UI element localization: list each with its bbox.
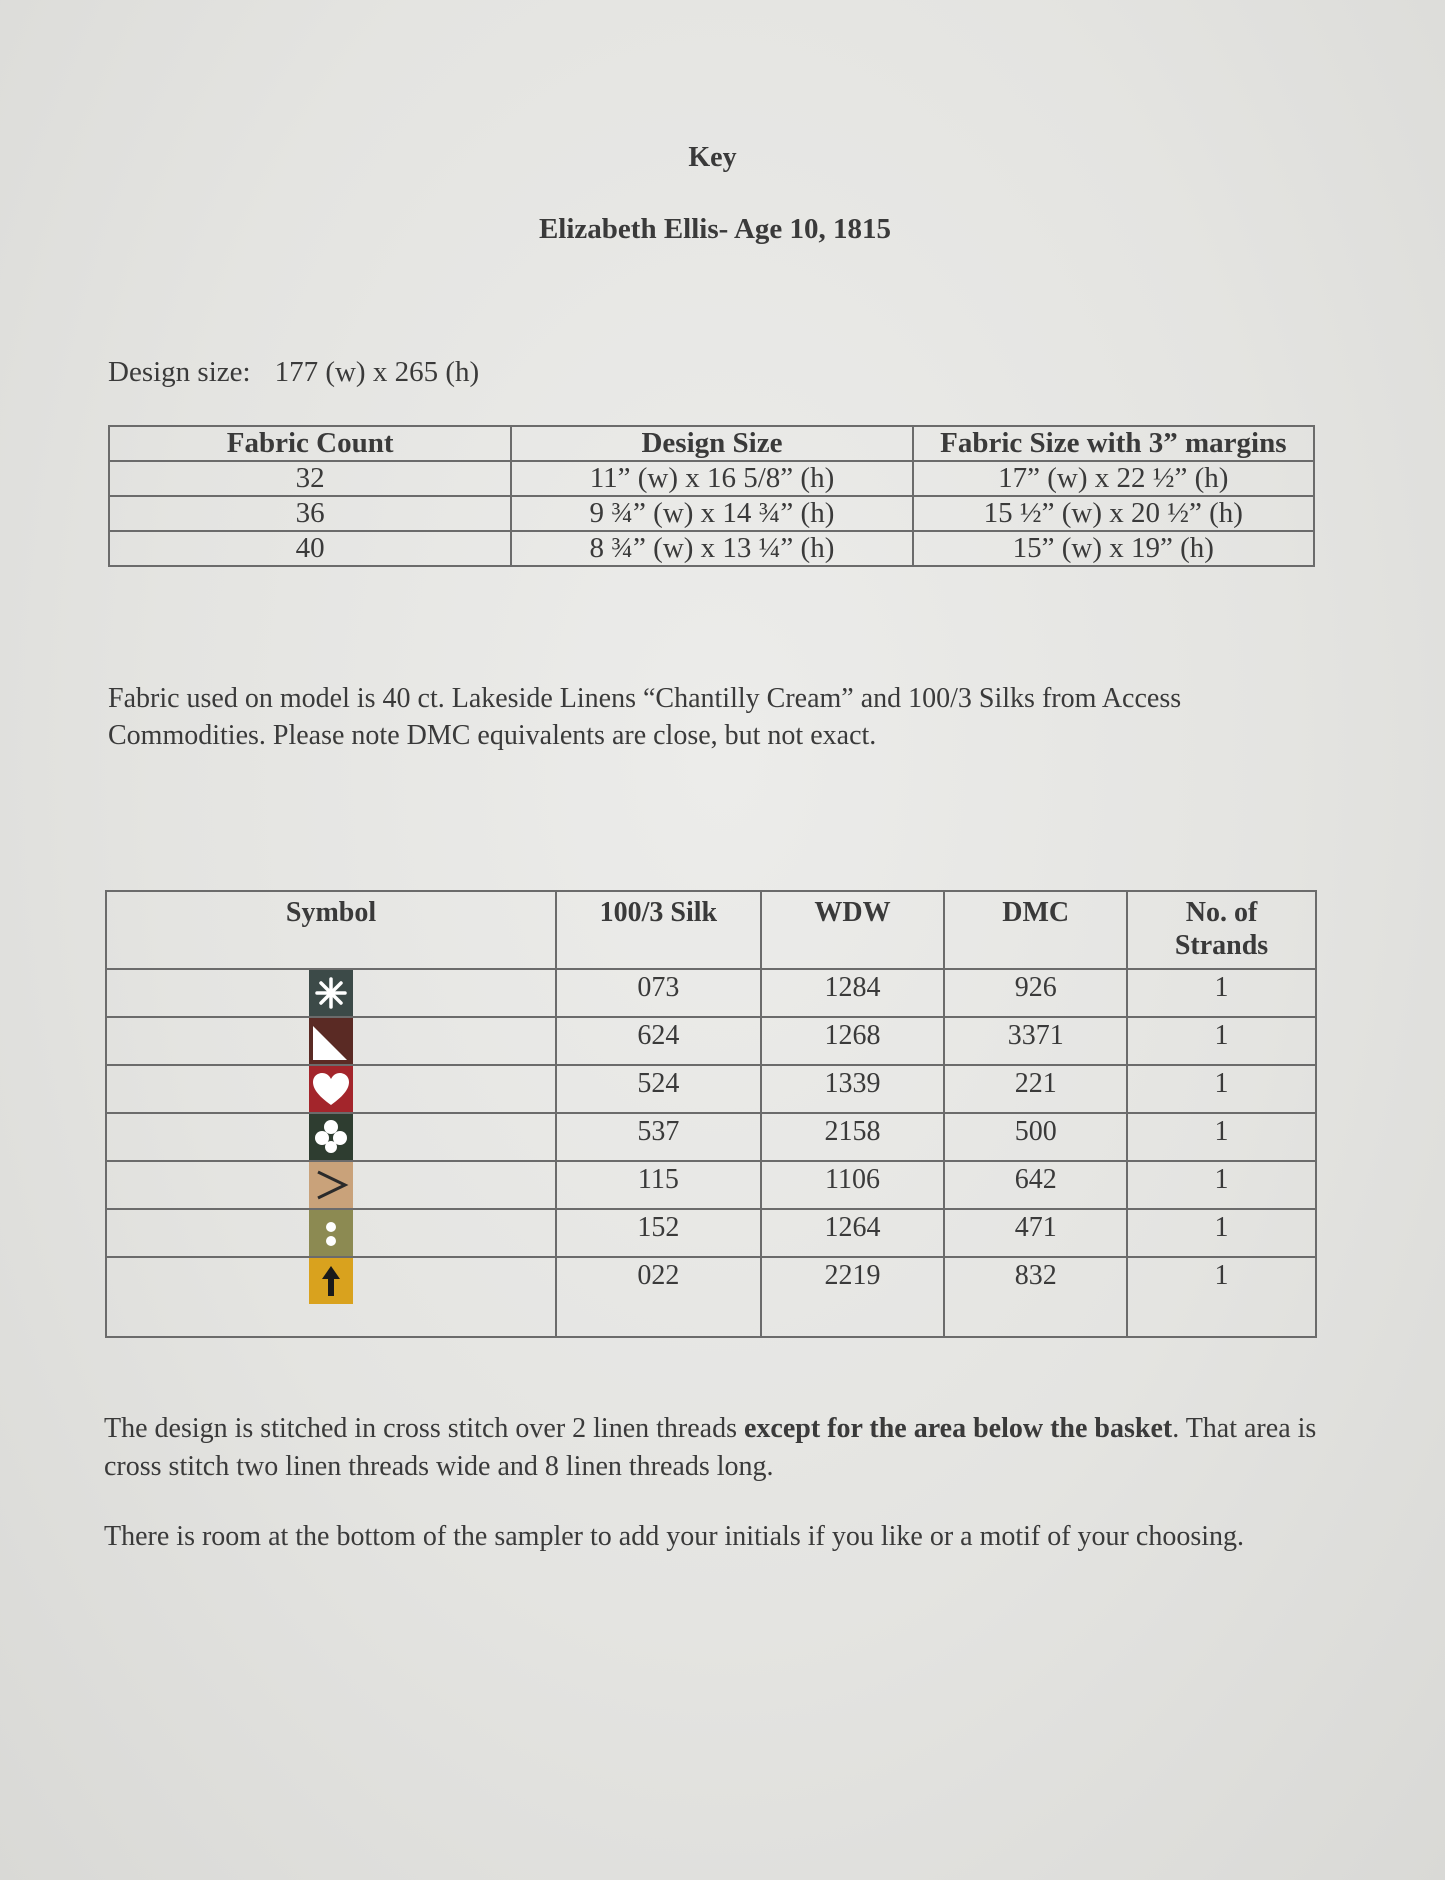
heart-icon — [309, 1066, 353, 1112]
fabric-count-cell: 32 — [109, 461, 511, 496]
strands-cell: 1 — [1127, 1257, 1316, 1337]
stitch-note-text-end: . That area is cross stitch two linen threads wide and 8 linen threads long. — [104, 1413, 1317, 1482]
column-header: DMC — [944, 891, 1127, 969]
symbol-cell — [106, 1257, 556, 1337]
silk-cell: 115 — [556, 1161, 761, 1209]
column-header: WDW — [761, 891, 945, 969]
column-header: Fabric Size with 3” margins — [913, 426, 1314, 461]
symbol-cell — [106, 1209, 556, 1257]
silk-cell: 022 — [556, 1257, 761, 1337]
design-size-cell: 9 ¾” (w) x 14 ¾” (h) — [511, 496, 912, 531]
table-row — [109, 496, 1314, 531]
clover-icon — [309, 1114, 353, 1160]
silk-cell: 152 — [556, 1209, 761, 1257]
strands-cell: 1 — [1127, 1017, 1316, 1065]
wdw-cell: 1268 — [761, 1017, 945, 1065]
design-size-label: Design size: — [108, 356, 251, 388]
table-row — [106, 1209, 1316, 1257]
strands-cell: 1 — [1127, 969, 1316, 1017]
wdw-cell: 2219 — [761, 1257, 945, 1337]
symbol-cell — [106, 1017, 556, 1065]
symbol-cell — [106, 1065, 556, 1113]
fabric-note: Fabric used on model is 40 ct. Lakeside Linens “Chantilly Cream” and 100/3 Silks from Access Commodities. Please note DMC equivalents are close, but not exact. — [108, 683, 1182, 751]
silk-cell: 537 — [556, 1113, 761, 1161]
stitch-note-text: The design is stitched in cross stitch over 2 linen threads — [104, 1413, 744, 1444]
table-row — [106, 1257, 1316, 1337]
fabric-size-cell: 15 ½” (w) x 20 ½” (h) — [913, 496, 1314, 531]
strands-cell: 1 — [1127, 1161, 1316, 1209]
column-header: 100/3 Silk — [556, 891, 761, 969]
stitch-note — [104, 1410, 1344, 1486]
strands-cell: 1 — [1127, 1065, 1316, 1113]
wdw-cell: 1106 — [761, 1161, 945, 1209]
strands-cell: 1 — [1127, 1113, 1316, 1161]
fabric-count-cell: 36 — [109, 496, 511, 531]
table-row — [106, 1113, 1316, 1161]
table-row — [106, 969, 1316, 1017]
stitch-note-emphasis: except for the area below the basket — [743, 1413, 1173, 1444]
symbol-cell — [106, 969, 556, 1017]
design-size-cell: 8 ¾” (w) x 13 ¼” (h) — [511, 531, 912, 566]
wdw-cell: 2158 — [761, 1113, 945, 1161]
up-arrow-icon — [309, 1258, 353, 1304]
thread-key-table — [105, 890, 1317, 1338]
triangle-icon — [309, 1018, 353, 1064]
page-title: Key — [688, 142, 737, 173]
column-header: Symbol — [106, 891, 556, 969]
dmc-cell: 926 — [944, 969, 1127, 1017]
table-header-row — [106, 891, 1316, 969]
dmc-cell: 221 — [944, 1065, 1127, 1113]
dots-icon — [309, 1210, 353, 1256]
column-header: Design Size — [511, 426, 912, 461]
table-row — [106, 1017, 1316, 1065]
page-subtitle: Elizabeth Ellis- Age 10, 1815 — [538, 213, 892, 245]
column-header: No. of Strands — [1127, 891, 1316, 969]
wdw-cell: 1284 — [761, 969, 945, 1017]
column-header: Fabric Count — [109, 426, 511, 461]
table-row — [109, 461, 1314, 496]
greater-than-icon — [309, 1162, 353, 1208]
table-row — [106, 1161, 1316, 1209]
fabric-size-table — [108, 425, 1315, 567]
table-row — [109, 531, 1314, 566]
asterisk-icon — [309, 970, 353, 1016]
initials-note: There is room at the bottom of the sampler to add your initials if you like or a motif of your choosing. — [104, 1521, 1244, 1552]
strands-cell: 1 — [1127, 1209, 1316, 1257]
wdw-cell: 1264 — [761, 1209, 945, 1257]
dmc-cell: 471 — [944, 1209, 1127, 1257]
dmc-cell: 832 — [944, 1257, 1127, 1337]
design-size-value: 177 (w) x 265 (h) — [274, 356, 480, 388]
design-size-line — [108, 356, 479, 389]
dmc-cell: 642 — [944, 1161, 1127, 1209]
wdw-cell: 1339 — [761, 1065, 945, 1113]
design-size-cell: 11” (w) x 16 5/8” (h) — [511, 461, 912, 496]
dmc-cell: 3371 — [944, 1017, 1127, 1065]
fabric-size-cell: 15” (w) x 19” (h) — [913, 531, 1314, 566]
silk-cell: 524 — [556, 1065, 761, 1113]
table-row — [106, 1065, 1316, 1113]
symbol-cell — [106, 1161, 556, 1209]
silk-cell: 624 — [556, 1017, 761, 1065]
fabric-size-cell: 17” (w) x 22 ½” (h) — [913, 461, 1314, 496]
silk-cell: 073 — [556, 969, 761, 1017]
symbol-cell — [106, 1113, 556, 1161]
fabric-count-cell: 40 — [109, 531, 511, 566]
table-header-row — [109, 426, 1314, 461]
dmc-cell: 500 — [944, 1113, 1127, 1161]
